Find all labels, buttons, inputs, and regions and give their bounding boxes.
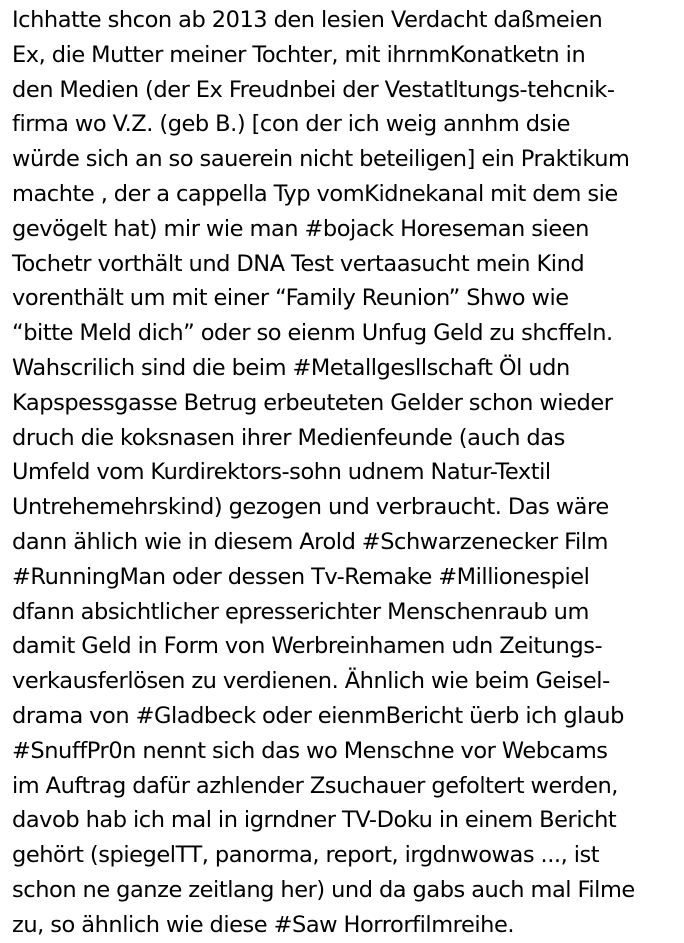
body-text bbox=[12, 3, 680, 943]
text-line: #SnuffPr0n nennt sich das wo Menschne vor Webcams bbox=[12, 737, 608, 764]
text-line: druch die koksnasen ihrer Medienfeunde (auch das bbox=[12, 424, 565, 451]
text-line: Ex, die Mutter meiner Tochter, mit ihrnmKonatketn in bbox=[12, 41, 586, 68]
text-line: davob hab ich mal in igrndner TV-Doku in einem Bericht bbox=[12, 807, 617, 834]
text-line: drama von #Gladbeck oder eienmBericht üerb ich glaub bbox=[12, 702, 624, 729]
text-line: gehört (spiegelTT, panorma, report, irgdnwowas ..., ist bbox=[12, 842, 600, 869]
text-line: #RunningMan oder dessen Tv-Remake #Millionespiel bbox=[12, 563, 590, 590]
text-line: gevögelt hat) mir wie man #bojack Horeseman sieen bbox=[12, 215, 589, 242]
text-line: dfann absichtlicher epresserichter Menschenraub um bbox=[12, 598, 589, 625]
text-line: damit Geld in Form von Werbreinhamen udn Zeitungs- bbox=[12, 633, 603, 660]
text-line: firma wo V.Z. (geb B.) [con der ich weig annhm dsie bbox=[12, 111, 571, 138]
text-line: Kapspessgasse Betrug erbeuteten Gelder schon wieder bbox=[12, 389, 613, 416]
text-line: Tochetr vorthält und DNA Test vertaasucht mein Kind bbox=[12, 250, 585, 277]
text-line: Wahscrilich sind die beim #Metallgesllschaft Öl udn bbox=[12, 354, 570, 381]
text-line: im Auftrag dafür azhlender Zsuchauer gefoltert werden, bbox=[12, 772, 618, 799]
text-line: verkausferlösen zu verdienen. Ähnlich wie beim Geisel- bbox=[12, 668, 610, 695]
text-line: “bitte Meld dich” oder so eienm Unfug Geld zu shcffeln. bbox=[12, 320, 613, 347]
text-line: Umfeld vom Kurdirektors-sohn udnem Natur-Textil bbox=[12, 459, 551, 486]
text-line: den Medien (der Ex Freudnbei der Vestatltungs-tehcnik- bbox=[12, 76, 615, 103]
text-line: Untrehemehrskind) gezogen und verbraucht. Das wäre bbox=[12, 494, 609, 521]
text-line: vorenthält um mit einer “Family Reunion” Shwo wie bbox=[12, 285, 569, 312]
text-line: Ichhatte shcon ab 2013 den lesien Verdacht daßmeien bbox=[12, 7, 603, 33]
text-line: zu, so ähnlich wie diese #Saw Horrorfilmreihe. bbox=[12, 911, 515, 938]
text-line: schon ne ganze zeitlang her) und da gabs auch mal Filme bbox=[12, 876, 635, 903]
text-line: machte , der a cappella Typ vomKidnekanal mit dem sie bbox=[12, 180, 618, 207]
text-line: würde sich an so sauerein nicht beteiligen] ein Praktikum bbox=[12, 146, 630, 173]
text-line: dann ählich wie in diesem Arold #Schwarzenecker Film bbox=[12, 528, 609, 555]
